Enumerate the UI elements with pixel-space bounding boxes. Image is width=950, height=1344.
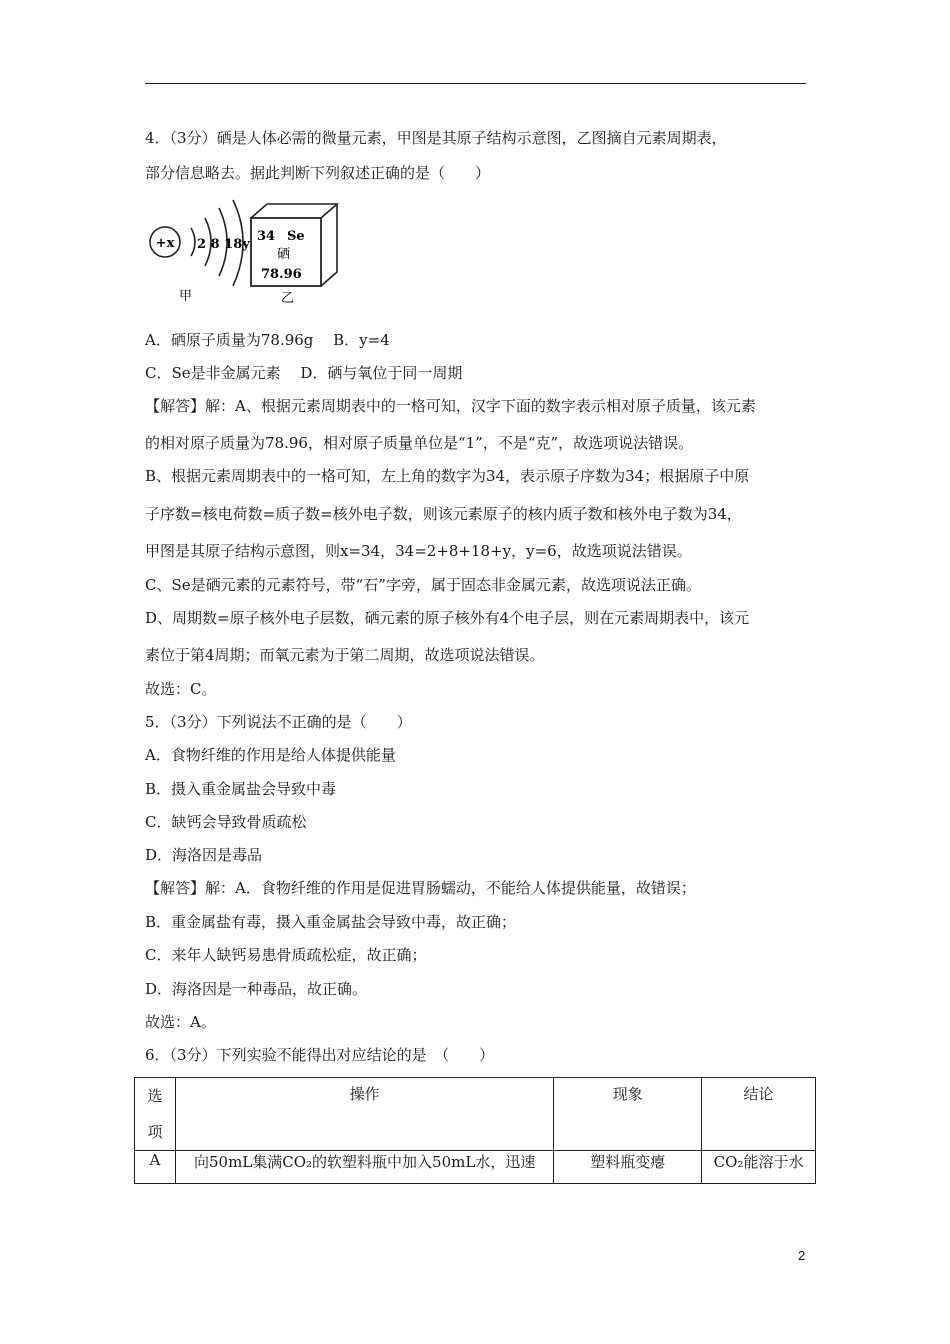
shell-electron-numbers: 2 8 18y (197, 237, 250, 252)
q4-answer-line: 的相对原子质量为78.96，相对原子质量单位是“1”，不是“克”，故选项说法错误。 (145, 434, 694, 452)
header-operation-text: 操作 (349, 1085, 380, 1103)
cell-top-face (251, 204, 337, 218)
element-symbol: Se (287, 229, 305, 244)
selenium-figure (143, 196, 353, 308)
q5-option: C．缺钙会导致骨质疏松 (145, 813, 307, 831)
header-option-line1: 选 (147, 1087, 163, 1105)
q4-answer-line: 素位于第4周期；而氧元素为于第二周期，故选项说法错误。 (145, 646, 545, 664)
cell-conclusion: CO₂能溶于水 (702, 1151, 816, 1184)
q5-answer-choice: 故选：A。 (145, 1013, 216, 1031)
electron-shell-1 (191, 228, 195, 256)
cell-phenomenon: 塑料瓶变瘪 (554, 1151, 702, 1184)
cell-option: A (135, 1151, 176, 1184)
header-conclusion (702, 1078, 816, 1151)
q4-answer-line: 【解答】解：A、根据元素周期表中的一格可知，汉字下面的数字表示相对原子质量，该元素 (145, 397, 756, 415)
q4-stem-line1: 4．（3分）硒是人体必需的微量元素，甲图是其原子结构示意图，乙图摘自元素周期表， (145, 129, 727, 147)
q4-options-line1: A．硒原子质量为78.96g B．y=4 (145, 331, 390, 349)
label-jia: 甲 (179, 289, 193, 304)
q4-answer-line: 子序数=核电荷数=质子数=核外电子数，则该元素原子的核内质子数和核外电子数为34， (145, 505, 742, 523)
header-operation (175, 1078, 553, 1151)
element-name: 硒 (277, 247, 291, 262)
q4-answer-line: C、Se是硒元素的元素符号，带“石”字旁，属于固态非金属元素，故选项说法正确。 (145, 576, 701, 594)
q5-option: A．食物纤维的作用是给人体提供能量 (145, 746, 396, 764)
page-number: 2 (798, 1248, 806, 1263)
atomic-mass: 78.96 (261, 267, 302, 282)
q4-answer-line: 甲图是其原子结构示意图，则x=34，34=2+8+18+y，y=6，故选项说法错误。 (145, 542, 692, 560)
q6-stem: 6．（3分）下列实验不能得出对应结论的是 （ ） (145, 1046, 495, 1064)
nucleus-label: +x (155, 236, 175, 251)
cell-operation: 向50mL集满CO₂的软塑料瓶中加入50mL水，迅速 (175, 1151, 553, 1184)
header-rule (145, 83, 806, 84)
periodic-table-cell (251, 204, 337, 306)
q5-option: B．摄入重金属盐会导致中毒 (145, 780, 337, 798)
q5-answer-line: 【解答】解：A．食物纤维的作用是促进胃肠蠕动，不能给人体提供能量，故错误； (145, 879, 696, 897)
q5-answer-line: B．重金属盐有毒，摄入重金属盐会导致中毒，故正确； (145, 913, 517, 931)
header-option (135, 1078, 176, 1151)
header-option-line2: 项 (147, 1123, 163, 1141)
q4-stem-line2: 部分信息略去。据此判断下列叙述正确的是（ ） (145, 164, 491, 182)
q4-answer-choice: 故选：C。 (145, 680, 217, 698)
header-conclusion-text: 结论 (743, 1085, 774, 1103)
q4-answer-line: B、根据元素周期表中的一格可知，左上角的数字为34，表示原子序数为34；根据原子中原 (145, 467, 750, 485)
table-header-row (135, 1078, 816, 1151)
atomic-number: 34 (257, 229, 276, 244)
q5-stem: 5．（3分）下列说法不正确的是（ ） (145, 713, 412, 731)
table-row (135, 1151, 816, 1184)
q5-answer-line: C．来年人缺钙易患骨质疏松症，故正确； (145, 946, 427, 964)
q4-options-line2: C．Se是非金属元素 D．硒与氧位于同一周期 (145, 364, 463, 382)
q4-answer-line: D、周期数=原子核外电子层数，硒元素的原子核外有4个电子层，则在元素周期表中，该元 (145, 609, 750, 627)
atom-structure-diagram (150, 200, 250, 304)
header-phenomenon-text: 现象 (612, 1085, 643, 1103)
header-phenomenon (554, 1078, 702, 1151)
q5-answer-line: D．海洛因是一种毒品，故正确。 (145, 980, 368, 998)
experiment-table (134, 1077, 816, 1184)
q5-option: D．海洛因是毒品 (145, 846, 263, 864)
label-yi: 乙 (281, 291, 295, 306)
